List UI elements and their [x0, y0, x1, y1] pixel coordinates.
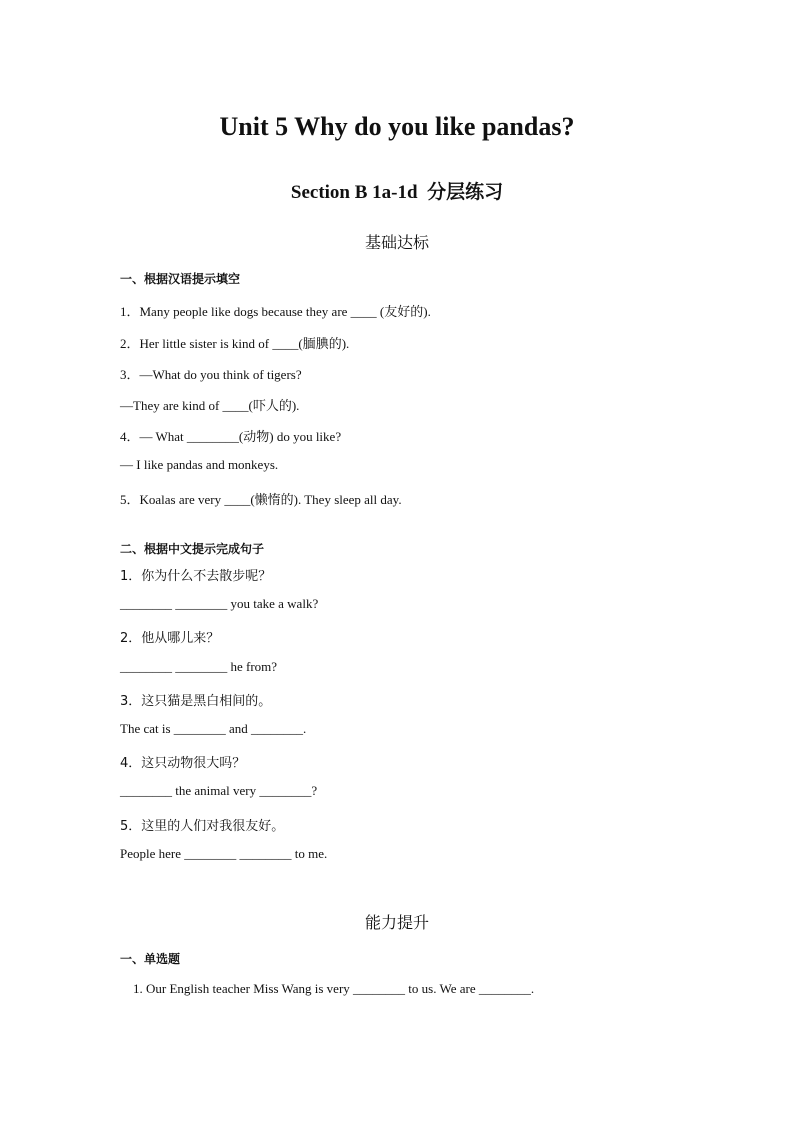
exercise-line: 2．Her little sister is kind of ____(腼腆的).: [120, 336, 350, 351]
section-heading-advanced: 能力提升: [364, 913, 429, 932]
page-title: Unit 5 Why do you like pandas?: [219, 112, 575, 141]
exercise-line: 1．Many people like dogs because they are ____ (友好的).: [120, 304, 431, 319]
part-heading-multiple-choice: 一、单选题: [120, 952, 181, 966]
chinese-prompt: 2．他从哪儿来？: [120, 631, 220, 646]
answer-line: The cat is ________ and ________.: [120, 721, 307, 736]
answer-line: ________ the animal very ________?: [120, 783, 318, 798]
exercise-line: 3．—What do you think of tigers?: [120, 367, 302, 382]
exercise-line: 4．— What ________(动物) do you like?: [120, 429, 342, 444]
exercise-line: —They are kind of ____(吓人的).: [120, 398, 300, 413]
subtitle-section: Section B 1a-1d: [290, 182, 418, 203]
exercise-line: — I like pandas and monkeys.: [120, 457, 279, 472]
answer-line: People here ________ ________ to me.: [120, 846, 328, 861]
subtitle-practice: 分层练习: [427, 181, 504, 203]
chinese-prompt: 5．这里的人们对我很友好。: [120, 819, 285, 834]
chinese-prompt: 1．你为什么不去散步呢？: [120, 569, 272, 584]
exercise-line: 1. Our English teacher Miss Wang is very ________ to us. We are ________.: [133, 981, 535, 996]
exercise-line: 5．Koalas are very ____(懒惰的). They sleep all day.: [120, 492, 402, 507]
answer-line: ________ ________ he from?: [120, 659, 278, 674]
answer-line: ________ ________ you take a walk?: [120, 596, 319, 611]
chinese-prompt: 4．这只动物很大吗？: [120, 756, 246, 771]
page-subtitle: [0, 177, 794, 204]
part-heading-complete-sentences: 二、根据中文提示完成句子: [120, 542, 265, 556]
part-heading-fill-blanks: 一、根据汉语提示填空: [120, 272, 241, 286]
chinese-prompt: 3．这只猫是黑白相间的。: [120, 694, 272, 709]
section-heading-basic: 基础达标: [364, 233, 429, 252]
